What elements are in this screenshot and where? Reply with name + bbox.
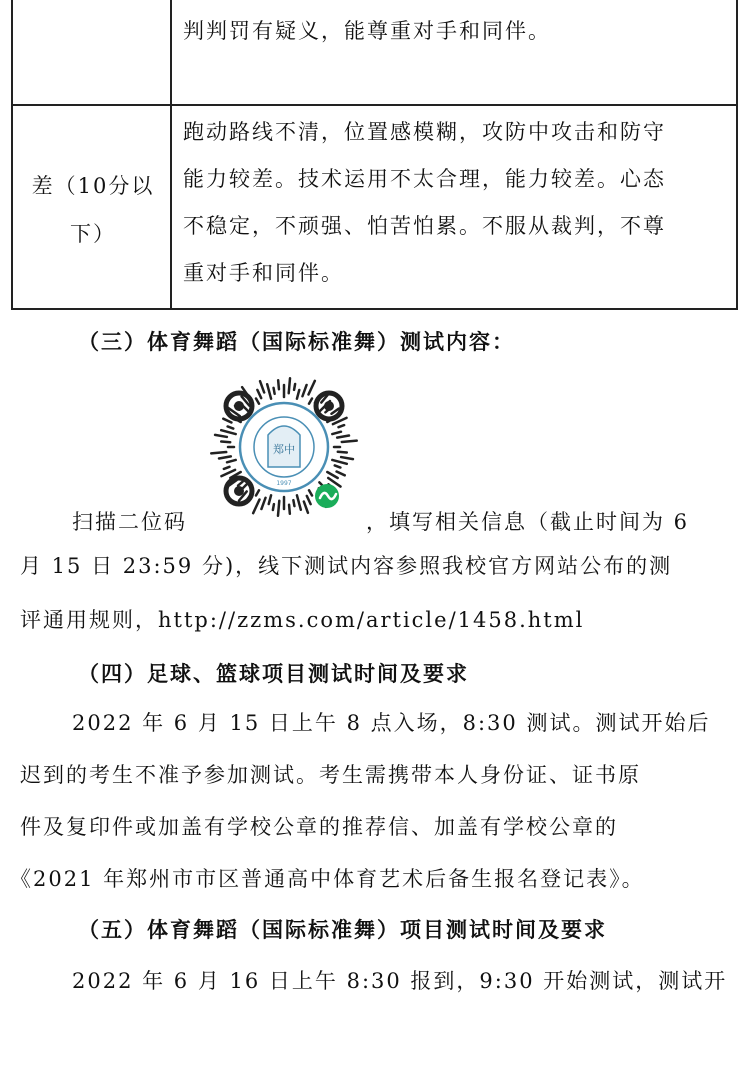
section5-heading: （五）体育舞蹈（国际标准舞）项目测试时间及要求: [78, 917, 607, 942]
qr-dash: [332, 432, 341, 434]
table-row-divider: [11, 104, 738, 106]
qr-dash: [221, 430, 235, 434]
qr-dash: [304, 502, 308, 513]
table-row2-description: [183, 109, 728, 297]
qr-dash: [309, 490, 312, 495]
qr-dash: [341, 457, 353, 459]
qr-dash: [221, 442, 230, 443]
section3-line1-right: ，填写相关信息（截止时间为 6: [366, 510, 690, 534]
qr-dash: [294, 384, 295, 390]
section4-line: 迟到的考生不准予参加测试。考生需携带本人身份证、证书原: [20, 763, 641, 787]
qr-dash: [289, 505, 290, 514]
qr-dash: [297, 390, 299, 399]
section3-line1-left: 扫描二位码: [72, 510, 187, 534]
qr-finder-top-right: [316, 393, 342, 419]
qr-dash: [224, 467, 230, 469]
qr-dash: [293, 500, 294, 506]
grade-label-line2: 下）: [70, 222, 116, 246]
svg-text:郑中: 郑中: [273, 443, 295, 456]
qr-dash: [332, 460, 346, 464]
section5-line1: 2022 年 6 月 16 日上午 8:30 报到，9:30 开始测试，测试开: [72, 969, 728, 993]
qr-dash: [228, 426, 234, 428]
qr-dash: [302, 385, 306, 396]
row2-line: 能力较差。技术运用不太合理，能力较差。心态: [183, 167, 666, 191]
qr-dash: [309, 381, 315, 395]
qr-dash: [338, 452, 347, 453]
qr-dash: [256, 490, 259, 495]
qr-dash: [335, 465, 341, 467]
qr-dash: [269, 495, 271, 504]
qr-dash: [339, 425, 345, 427]
qr-dash: [267, 384, 271, 398]
evaluation-table: [11, 0, 738, 310]
section3-heading: （三）体育舞蹈（国际标准舞）测试内容：: [78, 329, 515, 354]
qr-dash: [261, 498, 265, 509]
qr-dash: [257, 390, 261, 398]
table-row1-description: 判判罚有疑义，能尊重对手和同伴。: [183, 19, 551, 43]
qr-year-text: 1997: [276, 480, 292, 487]
table-border-right: [736, 0, 738, 310]
row2-line: 不稳定，不顽强、怕苦怕累。不服从裁判，不尊: [183, 214, 666, 238]
qr-dash: [274, 388, 275, 394]
qr-dash: [238, 482, 243, 486]
table-row2-grade-label: [23, 162, 163, 258]
qr-dash: [260, 381, 264, 392]
qr-dash: [227, 460, 236, 462]
qr-dash: [223, 419, 231, 423]
section4-line: 2022 年 6 月 15 日上午 8 点入场，8:30 测试。测试开始后: [72, 711, 711, 735]
section4-line: 件及复印件或加盖有学校公章的推荐信、加盖有学校公章的: [20, 815, 618, 839]
qr-dash: [309, 399, 312, 404]
qr-dash: [219, 456, 231, 458]
qr-dash: [337, 436, 349, 438]
section4-line: 《2021 年郑州市市区普通高中体育艺术后备生报名登记表》。: [10, 867, 645, 891]
qr-dash: [342, 441, 357, 442]
table-border-middle: [170, 0, 172, 310]
qr-dash: [215, 435, 227, 437]
qr-dash: [278, 380, 279, 389]
qr-dash: [211, 452, 226, 453]
qr-code-icon[interactable]: [206, 375, 361, 523]
qr-dash: [297, 495, 301, 509]
qr-dash: [289, 378, 290, 393]
table-border-bottom: [11, 308, 738, 310]
section3-line2: 月 15 日 23:59 分)，线下测试内容参照我校官方网站公布的测: [20, 554, 673, 578]
qr-dash: [253, 500, 259, 514]
grade-label-line1: 差（10分以: [31, 174, 155, 198]
qr-dash: [278, 501, 279, 516]
row2-line: 跑动路线不清，位置感模糊，攻防中攻击和防守: [183, 120, 666, 144]
qr-dash: [256, 399, 259, 404]
qr-dash: [337, 472, 345, 476]
table-border-left: [11, 0, 13, 310]
qr-dash: [273, 504, 274, 510]
qr-dash: [307, 496, 311, 504]
section4-heading: （四）足球、篮球项目测试时间及要求: [78, 661, 469, 686]
row2-line: 重对手和同伴。: [183, 261, 344, 285]
section3-line3-link[interactable]: 评通用规则，http://zzms.com/article/1458.html: [20, 608, 585, 632]
